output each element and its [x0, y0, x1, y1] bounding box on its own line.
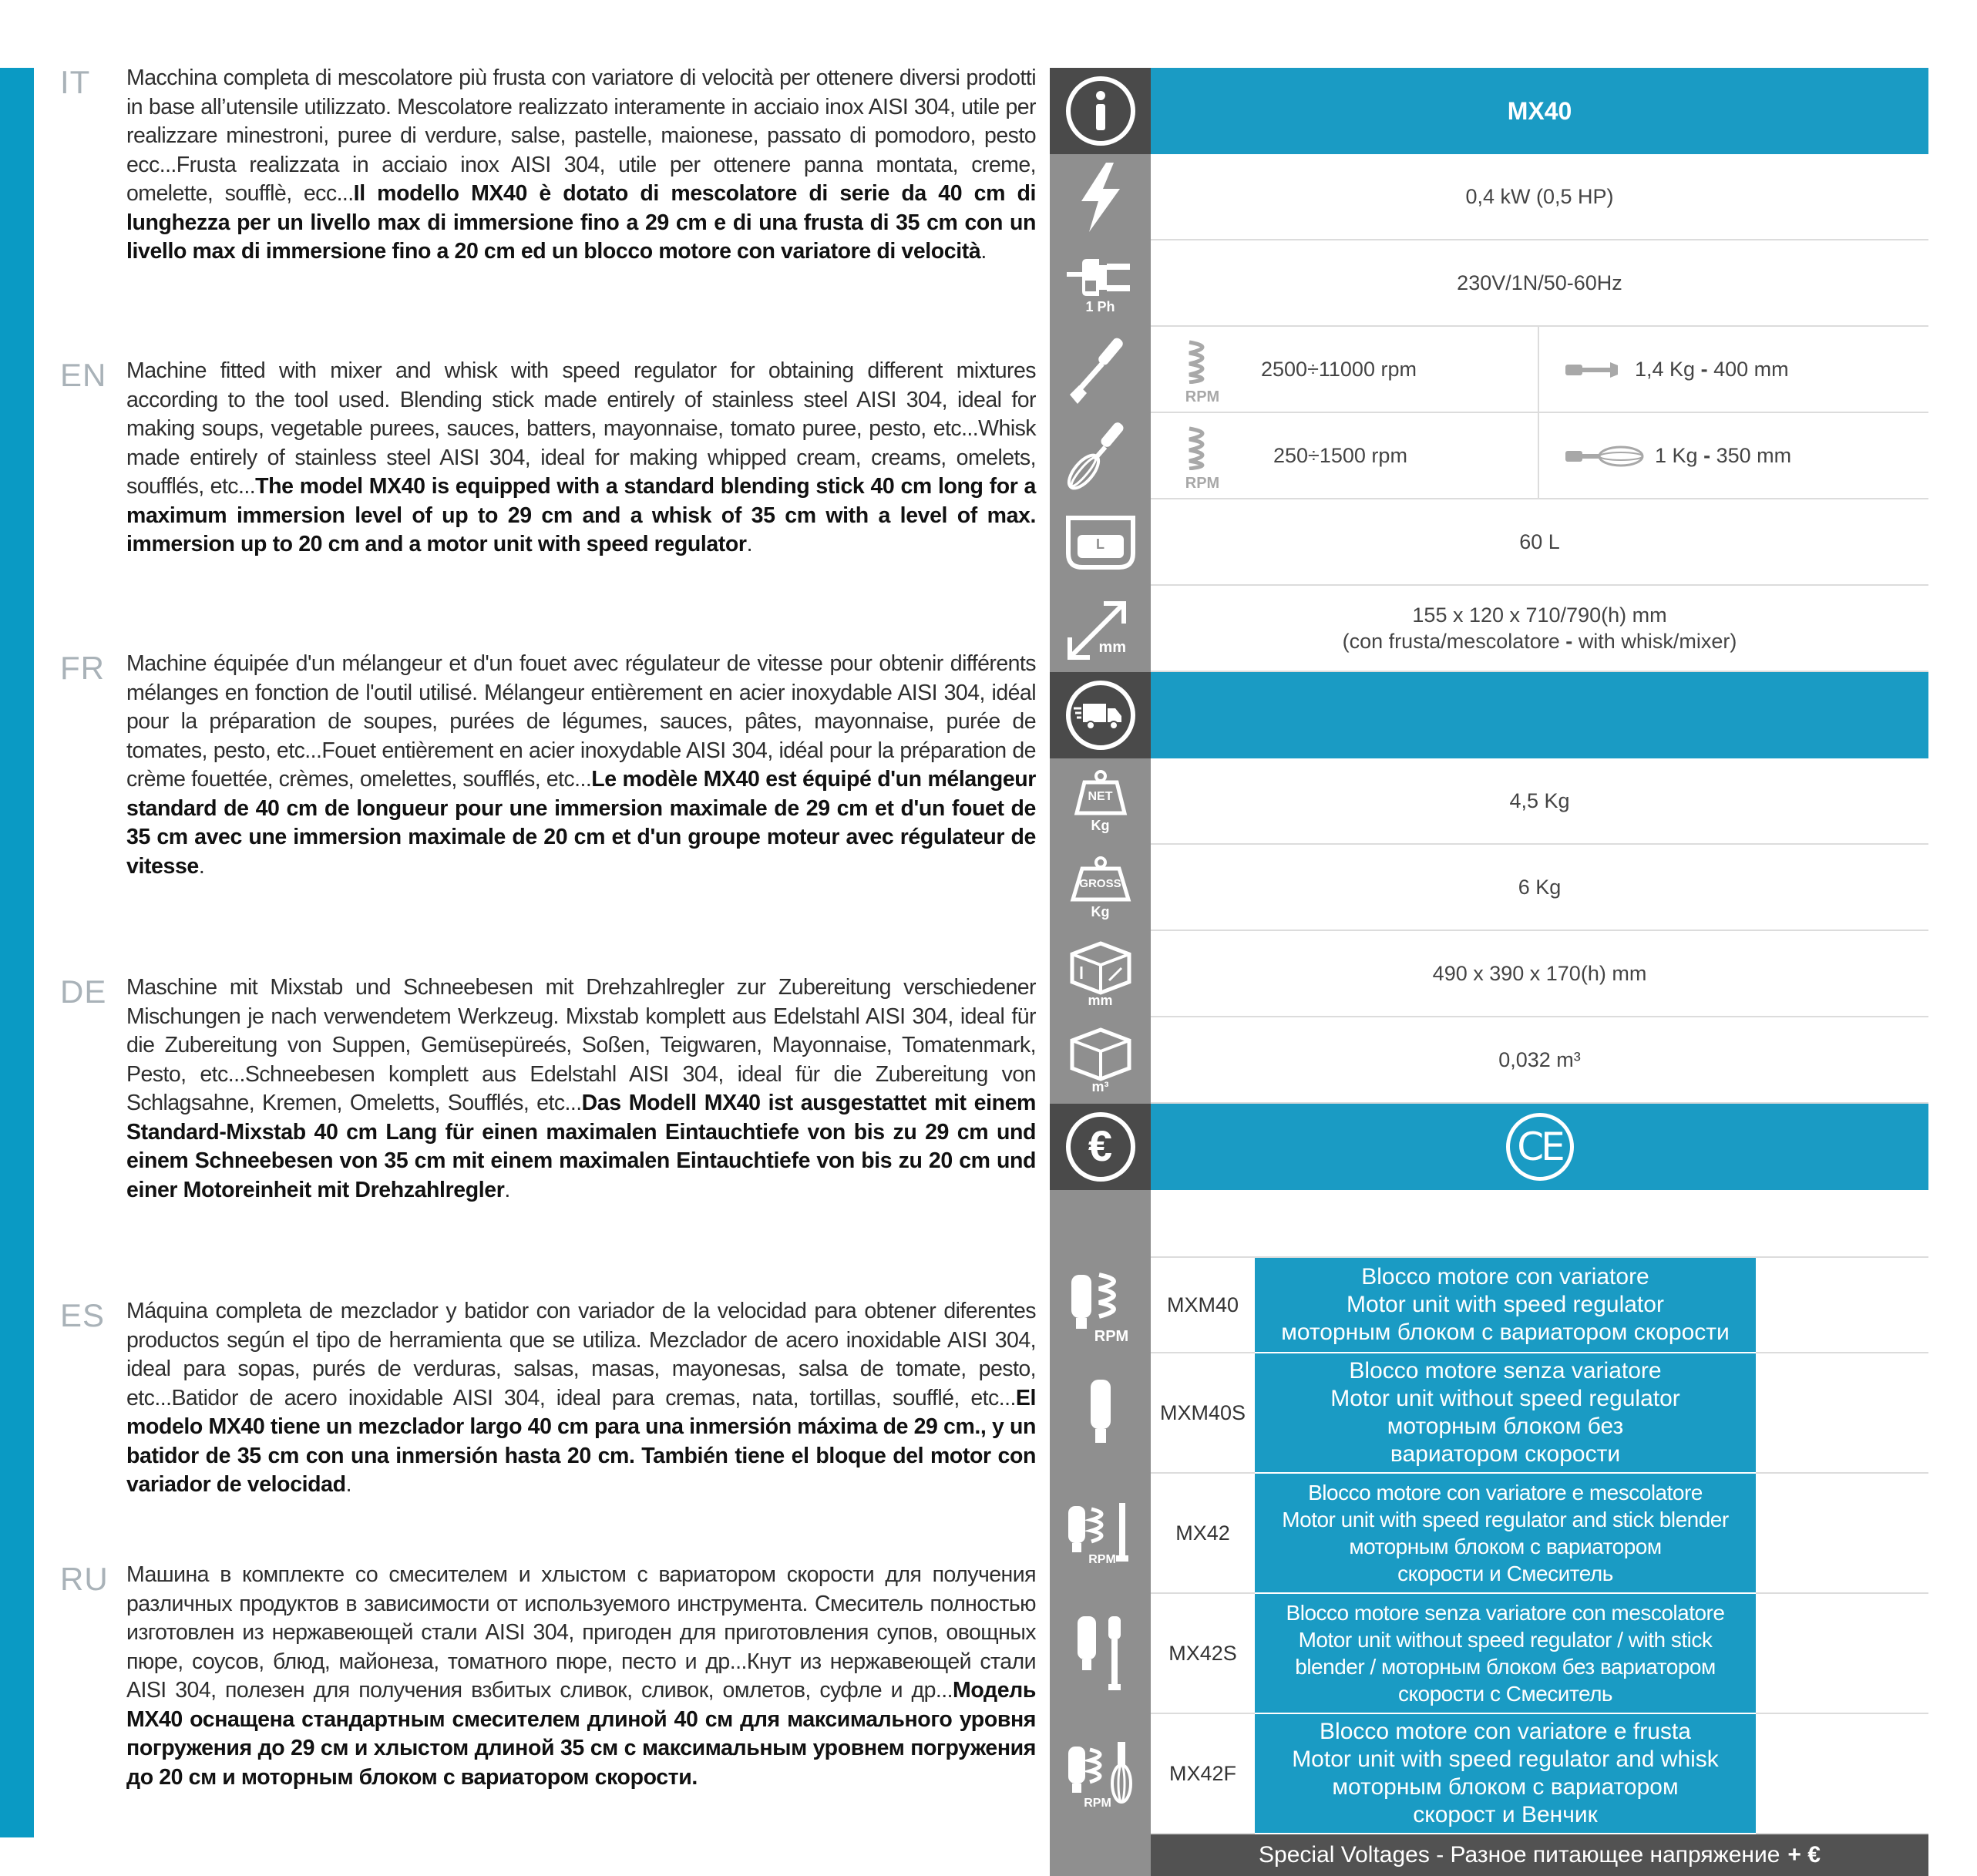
gross-weight-icon-cell [1050, 845, 1151, 931]
lang-description: Machine équipée d'un mélangeur et d'un fouet avec régulateur de vitesse pour obtenir différents mélanges en fonction de l'outil utilisé. Mélangeur entièrement en acier inoxydable AISI 304, idéal pour la préparation de soupes, purées de légumes, sauces, pâtes, mayonnaise, purée de tomates, pesto, etc...Fouet entièrement en acier inoxydable AISI 304, idéal pour la préparation de crème fouettée, crèmes, omelettes, soufflés, etc...Le modèle MX40 est équipé d'un mélangeur standard de 40 cm de longueur pour une immersion maximale de 29 cm et d'un fouet de 35 cm avec une immersion maximale de 20 cm et d'un groupe moteur avec régulateur de vitesse. [126, 651, 1036, 879]
variant-price [1756, 1353, 1928, 1474]
lang-code: FR [60, 650, 105, 686]
net-weight-icon-cell [1050, 758, 1151, 845]
mixer-spec: 1,4 Kg - 400 mm [1635, 358, 1789, 381]
variant-icon-cell [1050, 1594, 1151, 1714]
mixer-values [1151, 327, 1928, 413]
spec-row-voltage [1050, 240, 1928, 327]
plug-icon [1064, 253, 1138, 302]
variant-model: MXM40 [1151, 1258, 1255, 1353]
ce-mark-icon: CE [1506, 1113, 1574, 1181]
bowl-icon [1065, 513, 1136, 572]
whisk-tool-icon [1565, 444, 1646, 469]
special-voltages-row [1050, 1834, 1928, 1876]
capacity-value: 60 L [1151, 499, 1928, 586]
variant-icon-cell [1050, 1714, 1151, 1834]
variant-description: Blocco motore con variatore e frusta Motor unit with speed regulator and whisk моторным блоком с вариатором скорост и Венчик [1255, 1714, 1756, 1834]
cell-divider [1538, 327, 1539, 412]
info-icon-cell [1050, 68, 1151, 154]
variant-icon-cell [1050, 1353, 1151, 1474]
svg-text:RPM: RPM [1088, 1553, 1116, 1566]
lightning-icon [1074, 161, 1128, 234]
net-weight-icon [1074, 770, 1128, 816]
lang-description: Máquina completa de mezclador y batidor con variador de la velocidad para obtener diferentes productos según el tipo de herramienta que se utiliza. Mezclador de acero inoxidable AISI 304, ideal para sopas, purés de verduras, salsas, masas, mayonesas, salsa de tomate, pesto, etc...Batidor de acero inoxidable AISI 304, ideal para cremas, nata, tortillas, soufflé, etc...El modelo MX40 tiene un mezclador largo 40 cm para una inmersión máxima de 29 cm., y un batidor de 35 cm con una inmersión hasta 20 cm. También tiene el bloque del motor con variador de velocidad. [126, 1299, 1036, 1497]
mixer-rpm: 2500÷11000 rpm [1261, 358, 1417, 381]
variant-price [1756, 1714, 1928, 1834]
variant-icon-cell [1050, 1258, 1151, 1353]
info-icon [1064, 75, 1137, 147]
spec-row-price [1050, 1190, 1928, 1258]
cell-divider [1538, 413, 1539, 498]
net-label: NET [1088, 789, 1113, 803]
truck-icon-cell [1050, 672, 1151, 758]
variant-model: MX42S [1151, 1594, 1255, 1714]
spec-row-whisk [1050, 413, 1928, 499]
whisk-icon-cell [1050, 413, 1151, 499]
spec-row-gross-weight [1050, 845, 1928, 931]
lang-code: RU [60, 1561, 109, 1597]
voltage-value: 230V/1N/50-60Hz [1151, 240, 1928, 327]
special-voltages-footer: Special Voltages - Разное питающее напряжение + € [1151, 1834, 1928, 1876]
footer-icon-cell [1050, 1834, 1151, 1876]
euro-icon: € [1064, 1111, 1137, 1183]
lang-description: Macchina completa di mescolatore più frusta con variatore di velocità per ottenere diversi prodotti in base all’utensile utilizzato. Mescolatore realizzato interamente in acciaio inox AISI 304, utile per realizzare minestroni, puree di verdure, salse, pastelle, maionese, passato di pomodoro, pesto ecc...Frusta realizzata in acciaio inox AISI 304, utile per ottenere panna montata, creme, omelette, soufflè, ecc...Il modello MX40 è dotato di mescolatore di serie da 40 cm di lunghezza per un livello max di immersione fino a 29 cm e di una frusta di 35 cm con un livello max di immersione fino a 20 cm ed un blocco motore con variatore di velocità. [126, 66, 1036, 264]
rpm-label: RPM [1185, 475, 1220, 492]
variant-description: Blocco motore senza variatore con mescolatore Motor unit without speed regulator / with stick blender / моторным блоком без вариатором скорости с Смеситель [1255, 1594, 1756, 1714]
motor-unit-icon [1078, 1375, 1124, 1452]
power-value: 0,4 kW (0,5 HP) [1151, 154, 1928, 240]
kg-label: Kg [1091, 817, 1110, 833]
spec-row-price-header [1050, 1104, 1928, 1190]
lang-code: DE [60, 973, 107, 1010]
motor-rpm-whisk-icon [1062, 1736, 1139, 1813]
dimensions-main: 155 x 120 x 710/790(h) mm [1412, 603, 1667, 627]
variant-model: MX42 [1151, 1474, 1255, 1594]
package-unit-label: mm [1088, 992, 1113, 1008]
variant-description: Blocco motore con variatore Motor unit with speed regulator моторным блоком с вариатором скорости [1255, 1258, 1756, 1353]
lang-description: Maschine mit Mixstab und Schneebesen mit Drehzahlregler zur Zubereitung verschiedener Mischungen je nach verwendetem Werkzeug. Mixstab komplett aus Edelstahl AISI 304, ideal für die Zubereitung von Suppen, Gemüsepüreés, Soßen, Teigwaren, Mayonnaise, Tomatenmark, Pesto, etc...Schneebesen komplett aus Edelstahl AISI 304, ideal für die Zubereitung von Schlagsahne, Kremen, Omeletts, Soufflés, etc...Das Modell MX40 ist ausgestattet mit einem Standard-Mixstab 40 cm Lang für einen maximalen Eintauchtiefe von bis zu 29 cm und einem Schneebesen von 35 cm mit einem maximalen Eintauchtiefe von bis zu 20 cm und einer Motoreinheit mit Drehzahlregler. [126, 975, 1036, 1202]
plug-icon-cell [1050, 240, 1151, 327]
net-weight-value: 4,5 Kg [1151, 758, 1928, 845]
model-title: MX40 [1151, 68, 1928, 154]
left-accent-bar [0, 68, 34, 1837]
blender-stick-icon [1062, 331, 1139, 408]
package-dimensions-value: 490 x 390 x 170(h) mm [1151, 931, 1928, 1017]
dimensions-value [1151, 586, 1928, 672]
spec-row-mixer [1050, 327, 1928, 413]
gross-label: GROSS [1079, 876, 1121, 890]
whisk-values [1151, 413, 1928, 499]
volume-value: 0,032 m³ [1151, 1017, 1928, 1104]
gross-weight-icon [1068, 856, 1133, 903]
variant-description: Blocco motore senza variatore Motor unit without speed regulator моторным блоком без вариатором скорости [1255, 1353, 1756, 1474]
rpm-indicator [1185, 338, 1220, 410]
volume-unit-label: m³ [1091, 1078, 1109, 1094]
lang-description: Машина в комплекте со смесителем и хлыстом с вариатором скорости для получения различных продуктов в зависимости от используемого инструмента. Смеситель полностью изготовлен из нержавеющей стали AISI 304, пригоден для приготовления супов, овощных пюре, соусов, блюд, майонеза, томатного пюре, песто и др...Кнут из нержавеющей стали AISI 304, полезен для получения взбитых сливок, сливок, омлетов, суфле и др...Модель MX40 оснащена стандартным смесителем длиной 40 см для максимального уровня погружения до 29 см и хлыстом длиной 35 см с максимальным уровнем погружения до 20 см и моторным блоком с вариатором скорости. [126, 1562, 1036, 1790]
spec-row-volume [1050, 1017, 1928, 1104]
motor-rpm-blender-icon [1062, 1495, 1139, 1572]
variant-row [1050, 1714, 1928, 1834]
whisk-rpm: 250÷1500 rpm [1273, 444, 1407, 467]
variant-description: Blocco motore con variatore e mescolatore Motor unit with speed regulator and stick blender моторным блоком с вариатором скорости и Смеситель [1255, 1474, 1756, 1594]
variant-model: MX42F [1151, 1714, 1255, 1834]
variant-model: MXM40S [1151, 1353, 1255, 1474]
capacity-label: L [1096, 536, 1104, 552]
dimension-icon-cell [1050, 586, 1151, 672]
box-icon-cell [1050, 931, 1151, 1017]
shipping-header-bar [1151, 672, 1928, 758]
variant-price [1756, 1474, 1928, 1594]
svg-text:RPM: RPM [1094, 1328, 1128, 1344]
variant-row [1050, 1594, 1928, 1714]
box-volume-icon [1069, 1027, 1132, 1082]
euro-icon-cell [1050, 1104, 1151, 1190]
gross-weight-value: 6 Kg [1151, 845, 1928, 931]
rpm-indicator [1185, 424, 1220, 496]
price-value [1151, 1190, 1928, 1258]
motor-rpm-icon [1062, 1267, 1139, 1344]
lang-code: EN [60, 357, 107, 393]
spec-row-model [1050, 68, 1928, 154]
dimensions-note: (con frusta/mescolatore - with whisk/mixer) [1342, 630, 1737, 653]
variant-price [1756, 1258, 1928, 1353]
phase-label: 1 Ph [1085, 298, 1115, 314]
rpm-spring-icon [1185, 424, 1220, 470]
mixer-tool-icon [1565, 361, 1619, 379]
box-dimension-icon [1069, 940, 1132, 996]
price-icon-cell [1050, 1190, 1151, 1258]
whisk-spec: 1 Kg - 350 mm [1655, 444, 1792, 467]
dimension-icon [1064, 594, 1138, 664]
variant-row [1050, 1258, 1928, 1353]
whisk-icon [1062, 418, 1139, 495]
power-icon-cell [1050, 154, 1151, 240]
spec-row-package-dimensions [1050, 931, 1928, 1017]
spec-row-shipping-header [1050, 672, 1928, 758]
rpm-label: RPM [1185, 388, 1220, 405]
lang-code: IT [60, 64, 91, 100]
kg-label: Kg [1091, 903, 1110, 920]
spec-row-capacity [1050, 499, 1928, 586]
spec-table [1050, 68, 1928, 1875]
lang-code: ES [60, 1297, 106, 1333]
bowl-icon-cell [1050, 499, 1151, 586]
svg-text:RPM: RPM [1083, 1797, 1111, 1810]
spec-row-dimensions [1050, 586, 1928, 672]
mixer-icon-cell [1050, 327, 1151, 413]
spec-row-power [1050, 154, 1928, 240]
variant-icon-cell [1050, 1474, 1151, 1594]
certification-bar [1151, 1104, 1928, 1190]
lang-description: Machine fitted with mixer and whisk with speed regulator for obtaining different mixtures according to the tool used. Blending stick made entirely of stainless steel AISI 304, ideal for making soups, vegetable purees, sauces, batters, mayonnaise, tomato puree, pesto, etc...Whisk made entirely of stainless steel AISI 304, ideal for making whipped cream, creams, omelets, soufflés, etc...The model MX40 is equipped with a standard blending stick 40 cm long for a maximum immersion level of up to 29 cm and a whisk of 35 cm with a level of max. immersion up to 20 cm and a motor unit with speed regulator. [126, 358, 1037, 556]
motor-blender-icon [1070, 1612, 1131, 1696]
spec-row-net-weight [1050, 758, 1928, 845]
variant-row [1050, 1353, 1928, 1474]
rpm-spring-icon [1185, 338, 1220, 384]
volume-icon-cell [1050, 1017, 1151, 1104]
variant-row [1050, 1474, 1928, 1594]
delivery-truck-icon [1064, 679, 1137, 751]
dimension-unit-label: mm [1098, 639, 1127, 656]
variant-price [1756, 1594, 1928, 1714]
